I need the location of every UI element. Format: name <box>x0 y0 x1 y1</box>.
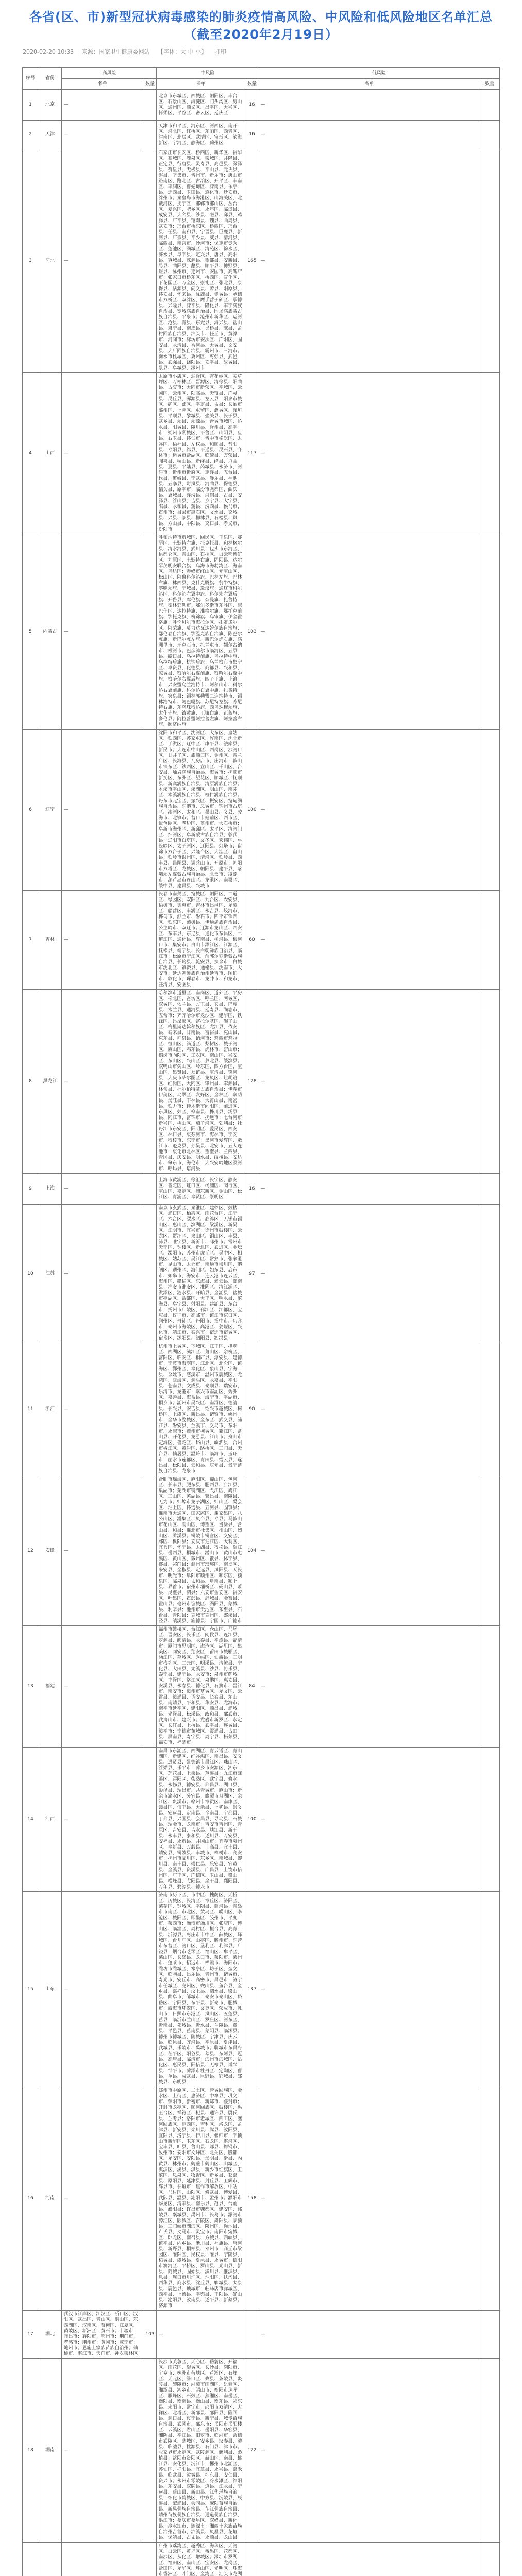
row-low-count <box>480 373 499 534</box>
row-medium-count: 16 <box>245 121 259 149</box>
row-low-count <box>480 1343 499 1476</box>
row-low-list: — <box>259 1892 480 2087</box>
row-seq: 16 <box>23 2087 38 2311</box>
row-high-list: — <box>62 1343 143 1476</box>
row-high-count <box>143 1343 157 1476</box>
row-low-count <box>480 149 499 373</box>
row-high-list: — <box>62 730 143 891</box>
row-medium-list: 合肥市瑶海区、庐阳区、蜀山区、包河区、长丰县、肥东县、肥西县、庐江县、巢湖市；芜湖市镜湖区、弋江区、鸠江区、三山区、芜湖县、繁昌县、南陵县、无为市；蚌埠市龙子湖区、蚌山区、禹会区、淮上区、怀远县、五河县、固镇县；淮南市大通区、田家庵区、谢家集区、八公山区、潘集区、凤台县、寿县；马鞍山市花山区、雨山区、博望区、当涂县、含山县、和县；淮北市杜集区、相山区、烈山区、濉溪县；铜陵市铜官区、义安区、郊区、枞阳县；安庆市迎江区、大观区、宜秀区、怀宁县、太湖县、宿松县、望江县、岳西县、桐城市、潜山市；黄山市屯溪区、黄山区、徽州区、歙县、休宁县、黟县、祁门县；滁州市琅琊区、南谯区、来安县、全椒县、定远县、凤阳县、天长市、明光市；阜阳市颍州区、颍东区、颍泉区、临泉县、太和县、阜南县、颍上县、界首市；宿州市埇桥区、砀山县、萧县、灵璧县、泗县；六安市金安区、裕安区、叶集区、霍邱县、舒城县、金寨县、霍山县；亳州市谯城区、涡阳县、蒙城县、利辛县；池州市贵池区、东至县、石台县、青阳县；宣城市宣州区、郎溪县、泾县、绩溪县、旌德县、宁国市、广德市 <box>157 1476 245 1626</box>
row-medium-list: 呼和浩特市新城区、回民区、玉泉区、赛罕区、土默特左旗、托克托县、和林格尔县、清水河县、武川县；包头市东河区、昆都仑区、青山区、石拐区、白云鄂博矿区、九原区、土默特右旗、固阳县、达尔罕茂明安联合旗；乌海市海勃湾区、海南区、乌达区；赤峰市红山区、元宝山区、松山区、阿鲁科尔沁旗、巴林左旗、巴林右旗、林西县、克什克腾旗、翁牛特旗、喀喇沁旗、宁城县、敖汉旗；通辽市科尔沁区、科尔沁左翼中旗、科尔沁左翼后旗、开鲁县、库伦旗、奈曼旗、扎鲁特旗、霍林郭勒市；鄂尔多斯市东胜区、康巴什区、达拉特旗、准格尔旗、鄂托克前旗、鄂托克旗、杭锦旗、乌审旗、伊金霍洛旗；呼伦贝尔市海拉尔区、扎赉诺尔区、阿荣旗、莫力达瓦达斡尔族自治旗、鄂伦春自治旗、鄂温克族自治旗、陈巴尔虎旗、新巴尔虎左旗、新巴尔虎右旗、满洲里市、牙克石市、扎兰屯市、额尔古纳市、根河市；巴彦淖尔市临河区、五原县、磴口县、乌拉特前旗、乌拉特中旗、乌拉特后旗、杭锦后旗；乌兰察布市集宁区、卓资县、化德县、商都县、兴和县、凉城县、察哈尔右翼前旗、察哈尔右翼中旗、察哈尔右翼后旗、四子王旗、丰镇市；兴安盟乌兰浩特市、阿尔山市、科尔沁右翼前旗、科尔沁右翼中旗、扎赉特旗、突泉县；锡林郭勒盟二连浩特市、锡林浩特市、阿巴嘎旗、苏尼特左旗、苏尼特右旗、东乌珠穆沁旗、西乌珠穆沁旗、太仆寺旗、镶黄旗、正镶白旗、正蓝旗、多伦县；阿拉善盟阿拉善左旗、阿拉善右旗、额济纳旗 <box>157 534 245 730</box>
header-medium-risk: 中风险 <box>157 68 259 79</box>
row-medium-count: 137 <box>245 1892 259 2087</box>
row-low-list: — <box>259 891 480 990</box>
table-row <box>23 121 499 149</box>
title-line-2: （截至2020年2月19日） <box>184 27 338 42</box>
subheader-medium-name: 名单 <box>157 79 245 90</box>
subheader-medium-count: 数量 <box>245 79 259 90</box>
table-row <box>23 2359 499 2543</box>
font-size-switch[interactable]: 【字体：大 中 小】 <box>158 48 207 55</box>
table-row <box>23 1476 499 1626</box>
row-medium-count: 60 <box>245 891 259 990</box>
row-high-count <box>143 891 157 990</box>
row-low-list: — <box>259 2359 480 2543</box>
row-low-count <box>480 730 499 891</box>
row-medium-count: 84 <box>245 1626 259 1748</box>
subheader-low-count: 数量 <box>480 79 499 90</box>
header-high-risk: 高风险 <box>62 68 157 79</box>
row-low-count <box>480 1174 499 1205</box>
row-province: 北京 <box>38 90 62 121</box>
row-medium-count: 100 <box>245 1748 259 1892</box>
row-high-count <box>143 149 157 373</box>
row-low-count <box>480 90 499 121</box>
table-row <box>23 2543 499 2576</box>
row-province: 黑龙江 <box>38 990 62 1174</box>
row-high-count <box>143 730 157 891</box>
table-header-row <box>23 68 499 79</box>
row-province: 福建 <box>38 1626 62 1748</box>
row-medium-list: 南昌市东湖区、西湖区、青云谱区、青山湖区、新建区、红谷滩区、南昌县、安义县、进贤县；景德镇市昌江区、珠山区、浮梁县、乐平市；萍乡市安源区、湘东区、莲花县、上栗县、芦溪县；九江市濂溪区、浔阳区、柴桑区、武宁县、修水县、永修县、德安县、都昌县、湖口县、彭泽县、瑞昌市、共青城市、庐山市；新余市渝水区、分宜县；鹰潭市月湖区、余江区、贵溪市；赣州市章贡区、南康区、赣县区、信丰县、大余县、上犹县、崇义县、安远县、定南县、全南县、宁都县、于都县、兴国县、会昌县、寻乌县、石城县、瑞金市、龙南市；吉安市吉州区、青原区、吉安县、吉水县、峡江县、新干县、永丰县、泰和县、遂川县、万安县、安福县、永新县、井冈山市；宜春市袁州区、奉新县、万载县、上高县、宜丰县、靖安县、铜鼓县、丰城市、樟树市、高安市；抚州市临川区、东乡区、南城县、黎川县、南丰县、崇仁县、乐安县、宜黄县、金溪县、资溪县、广昌县；上饶市信州区、广丰区、广信区、玉山县、铅山县、横峰县、弋阳县、余干县、鄱阳县、万年县、婺源县、德兴市 <box>157 1748 245 1892</box>
row-medium-list: 长沙市芙蓉区、天心区、岳麓区、开福区、雨花区、望城区、长沙县、浏阳市、宁乡市；株洲市荷塘区、芦淞区、石峰区、天元区、渌口区、攸县、茶陵县、炎陵县、醴陵市；湘潭市雨湖区、岳塘区、湘潭县、湘乡市、韶山市；衡阳市珠晖区、雁峰区、石鼓区、蒸湘区、南岳区、衡阳县、衡南县、衡山县、衡东县、祁东县、耒阳市、常宁市；邵阳市双清区、大祥区、北塔区、新邵县、邵阳县、隆回县、洞口县、绥宁县、新宁县、城步苗族自治县、武冈市、邵东市；岳阳市岳阳楼区、云溪区、君山区、岳阳县、华容县、湘阴县、平江县、汨罗市、临湘市；常德市武陵区、鼎城区、安乡县、汉寿县、澧县、临澧县、桃源县、石门县、津市市；张家界市永定区、武陵源区、慈利县、桑植县；益阳市资阳区、赫山区、南县、桃江县、安化县、沅江市；郴州市北湖区、苏仙区、桂阳县、宜章县、永兴县、嘉禾县、临武县、汝城县、桂东县、安仁县、资兴市；永州市零陵区、冷水滩区、祁阳县、东安县、双牌县、道县、江永县、宁远县、蓝山县、新田县、江华瑶族自治县；怀化市鹤城区、中方县、沅陵县、辰溪县、溆浦县、会同县、麻阳苗族自治县、新晃侗族自治县、芷江侗族自治县、靖州苗族侗族自治县、通道侗族自治县、洪江市；娄底市娄星区、双峰县、新化县、冷水江市、涟源市；湘西土家族苗族自治州吉首市、泸溪县、凤凰县、花垣县、保靖县、古丈县、永顺县、龙山县 <box>157 2359 245 2543</box>
subheader-high-name: 名单 <box>62 79 143 90</box>
row-medium-list: 天津市和平区、河东区、河西区、南开区、河北区、红桥区、东丽区、西青区、津南区、北辰区、武清区、宝坻区、滨海新区、宁河区、静海区、蓟州区 <box>157 121 245 149</box>
table-row <box>23 534 499 730</box>
header-seq: 序号 <box>23 68 38 90</box>
row-low-count <box>480 891 499 990</box>
row-medium-count <box>245 2311 259 2359</box>
row-low-list: — <box>259 149 480 373</box>
row-medium-list: 沈阳市和平区、沈河区、大东区、皇姑区、铁西区、苏家屯区、浑南区、沈北新区、于洪区、辽中区、康平县、法库县、新民市；大连市中山区、西岗区、沙河口区、甘井子区、旅顺口区、金州区、普兰店区、长海县、瓦房店市、庄河市；鞍山市铁东区、铁西区、立山区、千山区、台安县、岫岩满族自治县、海城市；抚顺市新抚区、东洲区、望花区、顺城区、抚顺县、新宾满族自治县、清原满族自治县；本溪市平山区、溪湖区、明山区、南芬区、本溪满族自治县、桓仁满族自治县；丹东市元宝区、振兴区、振安区、宽甸满族自治县、东港市、凤城市；锦州市古塔区、凌河区、太和区、黑山县、义县、凌海市、北镇市；营口市站前区、西市区、鲅鱼圈区、老边区、盖州市、大石桥市；阜新市海州区、新邱区、太平区、清河门区、细河区、阜新蒙古族自治县、彰武县；辽阳市白塔区、文圣区、宏伟区、弓长岭区、太子河区、辽阳县、灯塔市；盘锦市双台子区、兴隆台区、大洼区、盘山县；铁岭市银州区、清河区、铁岭县、西丰县、昌图县、调兵山市、开原市；朝阳市双塔区、龙城区、朝阳县、建平县、喀喇沁左翼蒙古族自治县、北票市、凌源市；葫芦岛市连山区、龙港区、南票区、绥中县、建昌县、兴城市 <box>157 730 245 891</box>
row-seq: 11 <box>23 1343 38 1476</box>
row-high-list: — <box>62 90 143 121</box>
row-high-count <box>143 990 157 1174</box>
table-row <box>23 90 499 121</box>
row-medium-count: 158 <box>245 2087 259 2311</box>
row-high-count <box>143 2543 157 2576</box>
row-province: 天津 <box>38 121 62 149</box>
article-meta <box>23 47 499 61</box>
table-row <box>23 2087 499 2311</box>
print-link[interactable]: 打印 <box>214 48 226 55</box>
row-low-list: — <box>259 373 480 534</box>
row-medium-count: 103 <box>245 534 259 730</box>
header-province: 省份 <box>38 68 62 90</box>
row-medium-list: 石家庄市长安区、桥西区、新华区、裕华区、藁城区、鹿泉区、栾城区、井陉县、正定县、行唐县、灵寿县、高邑县、深泽县、赞皇县、无极县、平山县、元氏县、赵县、辛集市、晋州市、新乐市；唐山市路南区、路北区、古冶区、开平区、丰南区、丰润区、曹妃甸区、滦南县、乐亭县、迁西县、玉田县、遵化市、迁安市、滦州市；秦皇岛市海港区、山海关区、北戴河区、抚宁区；邯郸市邯山区、丛台区、复兴区、肥乡区、永年区、临漳县、成安县、大名县、涉县、磁县、邱县、鸡泽县、广平县、馆陶县、魏县、曲周县、武安市；邢台市桥东区、桥西区、邢台县、任县、南和县、宁晋县、巨鹿县、新河县、广宗县、平乡县、威县、清河县、临西县、南宫市、沙河市；保定市竞秀区、莲池区、满城区、清苑区、徐水区、涞水县、阜平县、定兴县、唐县、高阳县、容城县、涞源县、望都县、安新县、易县、曲阳县、蠡县、顺平县、博野县、雄县、涿州市、定州市、安国市、高碑店市；张家口市桥东区、桥西区、宣化区、下花园区、万全区、崇礼区、张北县、康保县、沽源县、尚义县、蔚县、阳原县、怀安县、怀来县、涿鹿县、赤城县；承德市双桥区、双滦区、鹰手营子矿区、承德县、兴隆县、滦平县、隆化县、丰宁满族自治县、宽城满族自治县、围场满族蒙古族自治县、平泉市；沧州市新华区、运河区、沧县、青县、东光县、海兴县、盐山县、肃宁县、南皮县、吴桥县、献县、孟村回族自治县、泊头市、任丘市、黄骅市、河间市；廊坊市安次区、广阳区、固安县、永清县、香河县、大城县、文安县、大厂回族自治县、霸州市、三河市；衡水市桃城区、冀州区、枣强县、武邑县、武强县、饶阳县、安平县、故城县、景县、阜城县、深州市 <box>157 149 245 373</box>
row-low-list <box>259 2543 480 2576</box>
row-low-count <box>480 1748 499 1892</box>
row-seq: 6 <box>23 730 38 891</box>
row-seq: 1 <box>23 90 38 121</box>
row-medium-count: 16 <box>245 90 259 121</box>
row-medium-count: 122 <box>245 2359 259 2543</box>
row-seq: 3 <box>23 149 38 373</box>
row-medium-list: 郑州市中原区、二七区、管城回族区、金水区、上街区、惠济区、中牟县、巩义市、荥阳市、新密市、新郑市、登封市；开封市龙亭区、顺河回族区、鼓楼区、禹王台区、祥符区、杞县、通许县、尉氏县、兰考县；洛阳市老城区、西工区、瀍河回族区、涧西区、吉利区、洛龙区、孟津县、新安县、栾川县、嵩县、汝阳县、宜阳县、洛宁县、伊川县、偃师市；平顶山市新华区、卫东区、石龙区、湛河区、宝丰县、叶县、鲁山县、郏县、舞钢市、汝州市；安阳市文峰区、北关区、殷都区、龙安区、安阳县、汤阴县、滑县、内黄县、林州市；鹤壁市鹤山区、山城区、淇滨区、浚县、淇县；新乡市红旗区、卫滨区、凤泉区、牧野区、新乡县、获嘉县、原阳县、延津县、封丘县、卫辉市、辉县市、长垣市；焦作市解放区、中站区、马村区、山阳区、修武县、博爱县、武陟县、温县、沁阳市、孟州市；濮阳市华龙区、清丰县、南乐县、范县、台前县、濮阳县；许昌市魏都区、建安区、鄢陵县、襄城县、禹州市、长葛市；漯河市源汇区、郾城区、召陵区、舞阳县、临颍县；三门峡市湖滨区、陕州区、渑池县、卢氏县、义马市、灵宝市；南阳市宛城区、卧龙区、南召县、方城县、西峡县、镇平县、内乡县、淅川县、社旗县、唐河县、新野县、桐柏县、邓州市；商丘市梁园区、睢阳区、民权县、睢县、宁陵县、柘城县、虞城县、夏邑县、永城市；信阳市浉河区、平桥区、罗山县、光山县、新县、商城县、固始县、潢川县、淮滨县、息县；周口市川汇区、淮阳区、扶沟县、西华县、商水县、沈丘县、郸城县、太康县、鹿邑县、项城市；驻马店市驿城区、西平县、上蔡县、平舆县、正阳县、确山县、泌阳县、汝南县、遂平县、新蔡县；济源市 <box>157 2087 245 2311</box>
row-province: 河南 <box>38 2087 62 2311</box>
row-seq: 5 <box>23 534 38 730</box>
table-row <box>23 1343 499 1476</box>
row-high-list: — <box>62 373 143 534</box>
row-high-list: 武汉市江岸区、江汉区、硚口区、汉阳区、武昌区、青山区、洪山区、东西湖区、汉南区、蔡甸区、江夏区、黄陂区、新洲区；黄石市；十堰市；宜昌市；襄阳市；鄂州市；荆门市；孝感市；荆州市；黄冈市；咸宁市；随州市；恩施土家族苗族自治州；仙桃市、潜江市、天门市、神农架林区 <box>62 2311 143 2359</box>
row-province: 江苏 <box>38 1205 62 1343</box>
row-province: 内蒙古 <box>38 534 62 730</box>
row-low-count <box>480 534 499 730</box>
row-low-list: — <box>259 534 480 730</box>
row-medium-list: 广州市荔湾区、越秀区、海珠区、天河区、白云区、黄埔区、番禺区、花都区、南沙区、从化区、增城区；深圳市罗湖区、福田区、南山区、宝安区、龙岗区、盐田区、龙华区、坪山区、光明区；珠海市香洲区、斗门区、金湾区；汕头市龙湖 <box>157 2543 245 2576</box>
row-high-count <box>143 1748 157 1892</box>
row-high-count <box>143 1476 157 1626</box>
row-low-list: — <box>259 1174 480 1205</box>
row-low-list: — <box>259 1748 480 1892</box>
row-province: 吉林 <box>38 891 62 990</box>
row-high-count <box>143 1892 157 2087</box>
subheader-high-count: 数量 <box>143 79 157 90</box>
row-high-count <box>143 2359 157 2543</box>
row-province: 辽宁 <box>38 730 62 891</box>
row-low-list: — <box>259 90 480 121</box>
row-medium-count: 100 <box>245 730 259 891</box>
row-seq: 13 <box>23 1626 38 1748</box>
row-high-count <box>143 2087 157 2311</box>
table-row <box>23 1892 499 2087</box>
row-low-list: — <box>259 2087 480 2311</box>
row-high-list: — <box>62 2359 143 2543</box>
row-seq: 14 <box>23 1748 38 1892</box>
row-low-list: — <box>259 1476 480 1626</box>
row-province: 河北 <box>38 149 62 373</box>
row-province: 山西 <box>38 373 62 534</box>
row-province: 浙江 <box>38 1343 62 1476</box>
row-medium-list: — <box>157 2311 245 2359</box>
row-low-count <box>480 2087 499 2311</box>
row-low-count <box>480 1476 499 1626</box>
row-seq: 18 <box>23 2359 38 2543</box>
row-province: 江西 <box>38 1748 62 1892</box>
row-high-count <box>143 1174 157 1205</box>
risk-area-table <box>22 67 499 2576</box>
row-province: 安徽 <box>38 1476 62 1626</box>
row-high-count <box>143 534 157 730</box>
row-medium-count: 165 <box>245 149 259 373</box>
table-row <box>23 730 499 891</box>
row-low-count <box>480 1626 499 1748</box>
row-high-list: — <box>62 1748 143 1892</box>
table-subheader-row <box>23 79 499 90</box>
title-line-1: 各省(区、市)新型冠状病毒感染的肺炎疫情高风险、中风险和低风险地区名单汇总 <box>29 10 493 24</box>
row-high-list: — <box>62 1892 143 2087</box>
row-low-count <box>480 990 499 1174</box>
table-row <box>23 1748 499 1892</box>
row-medium-count: 104 <box>245 1476 259 1626</box>
row-high-list: — <box>62 1174 143 1205</box>
row-medium-list: 长春市南关区、宽城区、朝阳区、二道区、绿园区、双阳区、九台区、农安县、榆树市、德惠市；吉林市昌邑区、龙潭区、船营区、丰满区、永吉县、蛟河市、桦甸市、舒兰市、磐石市；四平市铁西区、铁东区、梨树县、伊通满族自治县、公主岭市、双辽市；辽源市龙山区、西安区、东丰县、东辽县；通化市东昌区、二道江区、通化县、辉南县、柳河县、梅河口市、集安市；白山市浑江区、江源区、抚松县、靖宇县、长白朝鲜族自治县、临江市；松原市宁江区、前郭尔罗斯蒙古族自治县、长岭县、乾安县、扶余市；白城市洮北区、镇赉县、通榆县、洮南市、大安市；延边朝鲜族自治州延吉市、图们市、敦化市、珲春市、龙井市、和龙市、汪清县、安图县 <box>157 891 245 990</box>
row-high-list <box>62 2543 143 2576</box>
row-high-count <box>143 121 157 149</box>
row-low-count <box>480 2311 499 2359</box>
row-high-list: — <box>62 149 143 373</box>
subheader-low-name: 名单 <box>259 79 480 90</box>
row-medium-list: 济南市历下区、市中区、槐荫区、天桥区、历城区、长清区、章丘区、济阳区、莱芜区、钢城区、平阴县、商河县；青岛市市南区、市北区、黄岛区、崂山区、李沧区、城阳区、即墨区、胶州市、平度市、莱西市；淄博市淄川区、张店区、博山区、临淄区、周村区、桓台县、高青县、沂源县；枣庄市市中区、薛城区、峄城区、台儿庄区、山亭区、滕州市；东营市东营区、河口区、垦利区、利津县、广饶县；烟台市芝罘区、福山区、牟平区、莱山区、长岛县、龙口市、莱阳市、莱州市、蓬莱市、招远市、栖霞市、海阳市；潍坊市潍城区、寒亭区、坊子区、奎文区、临朐县、昌乐县、青州市、诸城市、寿光市、安丘市、高密市、昌邑市；济宁市任城区、兖州区、微山县、鱼台县、金乡县、嘉祥县、汶上县、泗水县、梁山县、曲阜市、邹城市；泰安市泰山区、岱岳区、宁阳县、东平县、新泰市、肥城市；威海市环翠区、文登区、荣成市、乳山市；日照市东港区、岚山区、五莲县、莒县；临沂市兰山区、罗庄区、河东区、沂南县、郯城县、沂水县、兰陵县、费县、平邑县、莒南县、蒙阴县、临沭县；德州市德城区、陵城区、宁津县、庆云县、临邑县、齐河县、平原县、夏津县、武城县、乐陵市、禹城市；聊城市东昌府区、茌平区、阳谷县、莘县、东阿县、冠县、高唐县、临清市；滨州市滨城区、沾化区、惠民县、阳信县、无棣县、博兴县、邹平市；菏泽市牡丹区、定陶区、曹县、单县、成武县、巨野县、郓城县、鄄城县、东明县 <box>157 1892 245 2087</box>
row-low-list: — <box>259 1343 480 1476</box>
row-high-list: — <box>62 1626 143 1748</box>
row-high-count <box>143 90 157 121</box>
row-low-count <box>480 1205 499 1343</box>
table-row <box>23 1174 499 1205</box>
header-low-risk: 低风险 <box>259 68 499 79</box>
row-medium-list: 南京市玄武区、秦淮区、建邺区、鼓楼区、浦口区、栖霞区、雨花台区、江宁区、六合区、溧水区、高淳区；无锡市锡山区、惠山区、滨湖区、梁溪区、新吴区、江阴市、宜兴市；徐州市鼓楼区、云龙区、贾汪区、泉山区、铜山区、丰县、沛县、睢宁县、新沂市、邳州市；常州市天宁区、钟楼区、新北区、武进区、金坛区、溧阳市；苏州市虎丘区、吴中区、相城区、姑苏区、吴江区、常熟市、张家港市、昆山市、太仓市；南通市崇川区、港闸区、通州区、海门区、如东县、启东市、如皋市、海安市；连云港市连云区、海州区、赣榆区、东海县、灌云县、灌南县；淮安市淮安区、淮阴区、清江浦区、洪泽区、涟水县、盱眙县、金湖县；盐城市亭湖区、盐都区、大丰区、响水县、滨海县、阜宁县、射阳县、建湖县、东台市；扬州市广陵区、邗江区、江都区、宝应县、仪征市、高邮市；镇江市京口区、润州区、丹徒区、丹阳市、扬中市、句容市；泰州市海陵区、高港区、姜堰区、兴化市、靖江市、泰兴市；宿迁市宿城区、宿豫区、沭阳县、泗阳县、泗洪县 <box>157 1205 245 1343</box>
row-low-list: — <box>259 990 480 1174</box>
row-medium-list: 上海市黄浦区、徐汇区、长宁区、静安区、普陀区、虹口区、杨浦区、闵行区、宝山区、嘉定区、浦东新区、金山区、松江区、青浦区、奉贤区、崇明区 <box>157 1174 245 1205</box>
row-medium-count: 128 <box>245 990 259 1174</box>
row-medium-count <box>245 2543 259 2576</box>
table-row <box>23 149 499 373</box>
row-high-list: — <box>62 534 143 730</box>
row-low-count <box>480 2543 499 2576</box>
row-province <box>38 2543 62 2576</box>
row-province: 湖南 <box>38 2359 62 2543</box>
row-medium-list: 福州市鼓楼区、台江区、仓山区、马尾区、晋安区、长乐区、闽侯县、连江县、罗源县、闽清县、永泰县、平潭县、福清市；厦门市思明区、海沧区、湖里区、集美区、同安区、翔安区；莆田市城厢区、涵江区、荔城区、秀屿区、仙游县；三明市梅列区、三元区、明溪县、清流县、宁化县、大田县、尤溪县、沙县、将乐县、泰宁县、建宁县、永安市；泉州市鲤城区、丰泽区、洛江区、泉港区、惠安县、安溪县、永春县、德化县、石狮市、晋江市、南安市；漳州市芗城区、龙文区、云霄县、漳浦县、诏安县、长泰县、东山县、南靖县、平和县、华安县、龙海市；南平市延平区、建阳区、顺昌县、浦城县、光泽县、松溪县、政和县、邵武市、武夷山市、建瓯市；龙岩市新罗区、永定区、长汀县、上杭县、武平县、连城县、漳平市；宁德市蕉城区、霞浦县、古田县、屏南县、寿宁县、周宁县、柘荣县、福安市、福鼎市 <box>157 1626 245 1748</box>
row-low-count <box>480 1892 499 2087</box>
row-high-count <box>143 373 157 534</box>
row-medium-list: 哈尔滨市道里区、南岗区、道外区、平房区、松北区、香坊区、呼兰区、阿城区、双城区、依兰县、方正县、宾县、巴彦县、木兰县、通河县、延寿县、尚志市、五常市；齐齐哈尔市龙沙区、建华区、铁锋区、昂昂溪区、富拉尔基区、碾子山区、梅里斯达斡尔族区、龙江县、依安县、泰来县、甘南县、富裕县、克山县、克东县、拜泉县、讷河市；鸡西市鸡冠区、恒山区、滴道区、梨树区、城子河区、麻山区、鸡东县、虎林市、密山市；鹤岗市向阳区、工农区、南山区、兴安区、东山区、兴山区、萝北县、绥滨县；双鸭山市尖山区、岭东区、四方台区、宝山区、集贤县、友谊县、宝清县、饶河县；大庆市萨尔图区、龙凤区、让胡路区、红岗区、大同区、肇州县、肇源县、林甸县、杜尔伯特蒙古族自治县；伊春市伊美区、乌翠区、友好区、金林区、嘉荫县、汤旺县、丰林县、大箐山县、南岔县、铁力市；佳木斯市向阳区、前进区、东风区、郊区、桦南县、桦川县、汤原县、同江市、富锦市、抚远市；七台河市新兴区、桃山区、茄子河区、勃利县；牡丹江市东安区、阳明区、爱民区、西安区、林口县、绥芬河市、海林市、宁安市、穆棱市、东宁市；黑河市爱辉区、嫩江市、逊克县、孙吴县、北安市、五大连池市；绥化市北林区、望奎县、兰西县、青冈县、庆安县、明水县、绥棱县、安达市、肇东市、海伦市；大兴安岭地区漠河市、呼玛县、塔河县 <box>157 990 245 1174</box>
row-medium-list: 北京市东城区、西城区、朝阳区、丰台区、石景山区、海淀区、门头沟区、房山区、通州区、顺义区、昌平区、大兴区、怀柔区、平谷区、密云区、延庆区 <box>157 90 245 121</box>
row-low-count <box>480 121 499 149</box>
row-low-list: — <box>259 730 480 891</box>
row-seq: 7 <box>23 891 38 990</box>
row-province: 湖北 <box>38 2311 62 2359</box>
row-seq: 10 <box>23 1205 38 1343</box>
row-high-list: — <box>62 2087 143 2311</box>
row-high-count <box>143 1205 157 1343</box>
row-seq <box>23 2543 38 2576</box>
row-high-count: 103 <box>143 2311 157 2359</box>
row-province: 上海 <box>38 1174 62 1205</box>
row-high-list: — <box>62 1476 143 1626</box>
row-province: 山东 <box>38 1892 62 2087</box>
table-row <box>23 1205 499 1343</box>
row-seq: 4 <box>23 373 38 534</box>
table-body <box>23 90 499 2576</box>
table-row <box>23 990 499 1174</box>
page-title <box>0 0 522 43</box>
row-seq: 9 <box>23 1174 38 1205</box>
row-low-count <box>480 2359 499 2543</box>
row-medium-count: 90 <box>245 1343 259 1476</box>
row-seq: 8 <box>23 990 38 1174</box>
row-seq: 17 <box>23 2311 38 2359</box>
row-high-list: — <box>62 891 143 990</box>
row-high-list: — <box>62 1205 143 1343</box>
row-seq: 12 <box>23 1476 38 1626</box>
row-medium-list: 杭州市上城区、下城区、江干区、拱墅区、西湖区、滨江区、萧山区、余杭区、富阳区、临安区、桐庐县、淳安县、建德市；宁波市海曙区、江北区、北仑区、镇海区、鄞州区、奉化区、象山县、宁海县、余姚市、慈溪市；温州市鹿城区、龙湾区、瓯海区、洞头区、永嘉县、平阳县、苍南县、文成县、泰顺县、瑞安市、乐清市、龙港市；嘉兴市南湖区、秀洲区、嘉善县、海盐县、海宁市、平湖市、桐乡市；湖州市吴兴区、南浔区、德清县、长兴县、安吉县；绍兴市越城区、柯桥区、上虞区、新昌县、诸暨市、嵊州市；金华市婺城区、金东区、武义县、浦江县、磐安县、兰溪市、义乌市、东阳市、永康市；衢州市柯城区、衢江区、常山县、开化县、龙游县、江山市；舟山市定海区、普陀区、岱山县、嵊泗县；台州市椒江区、黄岩区、路桥区、三门县、天台县、仙居县、温岭市、临海市、玉环市；丽水市莲都区、青田县、缙云县、遂昌县、松阳县、云和县、庆元县、景宁畲族自治县、龙泉市 <box>157 1343 245 1476</box>
table-row <box>23 2311 499 2359</box>
row-medium-count: 97 <box>245 1205 259 1343</box>
row-seq: 2 <box>23 121 38 149</box>
row-low-list: — <box>259 1205 480 1343</box>
row-high-count <box>143 1626 157 1748</box>
row-medium-list: 太原市小店区、迎泽区、杏花岭区、尖草坪区、万柏林区、晋源区、清徐县、阳曲县、古交市；大同市新荣区、平城区、云冈区、云州区、阳高县、天镇县、广灵县、灵丘县、浑源县、左云县；阳泉市城区、矿区、郊区、平定县、盂县；长治市潞州区、上党区、屯留区、潞城区、襄垣县、平顺县、黎城县、壶关县、长子县、武乡县、沁县、沁源县；晋城市城区、沁水县、阳城县、陵川县、泽州县、高平市；朔州市朔城区、平鲁区、山阴县、应县、右玉县、怀仁市；晋中市榆次区、太谷区、榆社县、左权县、和顺县、昔阳县、寿阳县、祁县、平遥县、灵石县、介休市；运城市盐湖区、临猗县、万荣县、闻喜县、稷山县、新绛县、绛县、垣曲县、夏县、平陆县、芮城县、永济市、河津市；忻州市忻府区、定襄县、五台县、代县、繁峙县、宁武县、静乐县、神池县、五寨县、岢岚县、河曲县、保德县、偏关县、原平市；临汾市尧都区、曲沃县、翼城县、襄汾县、洪洞县、古县、安泽县、浮山县、吉县、乡宁县、大宁县、隰县、永和县、蒲县、汾西县、侯马市、霍州市；吕梁市离石区、文水县、交城县、兴县、临县、柳林县、石楼县、岚县、方山县、中阳县、交口县、孝义市、汾阳市 <box>157 373 245 534</box>
row-medium-count: 16 <box>245 1174 259 1205</box>
row-seq: 15 <box>23 1892 38 2087</box>
publish-date: 2020-02-20 10:33 <box>23 48 74 55</box>
row-low-list: — <box>259 1626 480 1748</box>
row-low-list: — <box>259 2311 480 2359</box>
row-high-list: — <box>62 121 143 149</box>
table-row <box>23 373 499 534</box>
row-medium-count: 117 <box>245 373 259 534</box>
source-label: 来源：国家卫生健康委网站 <box>81 48 150 55</box>
row-low-list: — <box>259 121 480 149</box>
table-row <box>23 891 499 990</box>
row-high-list: — <box>62 990 143 1174</box>
table-row <box>23 1626 499 1748</box>
